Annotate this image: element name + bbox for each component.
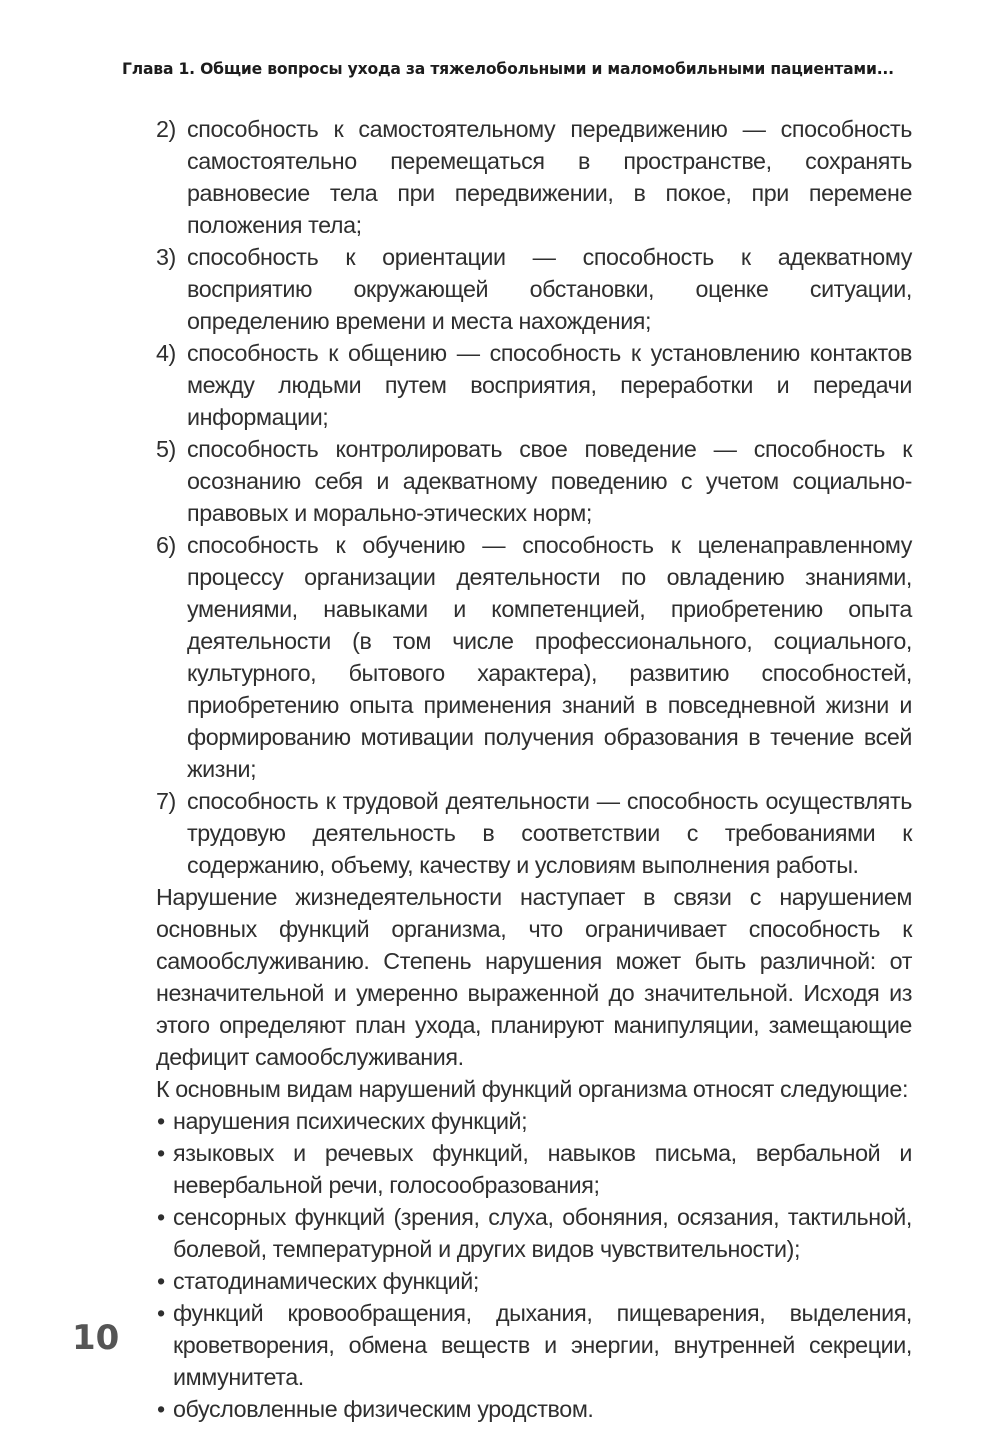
item-number: 4) xyxy=(156,340,176,366)
item-text: способность к общению — способность к установлению контактов между людьми путем восприятия, переработки и передачи информации; xyxy=(187,340,912,430)
bullet-item xyxy=(156,1265,912,1297)
item-number: 5) xyxy=(156,436,176,462)
bullet-item xyxy=(156,1393,912,1425)
list-item xyxy=(156,433,912,529)
bullet-text: сенсорных функций (зрения, слуха, обоняния, осязания, тактильной, болевой, температурной и других видов чувствительности); xyxy=(173,1204,912,1262)
bullet-text: языковых и речевых функций, навыков письма, вербальной и невербальной речи, голосообразования; xyxy=(173,1140,912,1198)
bullet-icon: • xyxy=(157,1108,165,1134)
bullet-item xyxy=(156,1201,912,1265)
bullet-item xyxy=(156,1137,912,1201)
body-paragraph-intro: К основным видам нарушений функций организма относят следующие: xyxy=(156,1076,909,1102)
bullet-icon: • xyxy=(157,1396,165,1422)
list-item xyxy=(156,529,912,785)
item-number: 3) xyxy=(156,244,176,270)
item-number: 7) xyxy=(156,788,176,814)
numbered-list xyxy=(156,113,912,881)
running-header: Глава 1. Общие вопросы ухода за тяжелобольными и маломобильными пациентами... xyxy=(122,60,894,78)
bullet-icon: • xyxy=(157,1268,165,1294)
bullet-text: функций кровообращения, дыхания, пищеварения, выделения, кроветворения, обмена веществ и энергии, внутренней секреции, иммунитета. xyxy=(173,1300,912,1390)
bullet-list xyxy=(156,1105,912,1425)
bullet-icon: • xyxy=(157,1204,165,1230)
bullet-icon: • xyxy=(157,1300,165,1326)
item-text: способность к трудовой деятельности — способность осуществлять трудовую деятельность в соответствии с требованиями к содержанию, объему, качеству и условиям выполнения работы. xyxy=(187,788,912,878)
item-number: 6) xyxy=(156,532,176,558)
item-text: способность к самостоятельному передвижению — способность самостоятельно перемещаться в пространстве, сохранять равновесие тела при передвижении, в покое, при перемене положения тела; xyxy=(187,116,912,238)
page-number: 10 xyxy=(72,1318,120,1358)
list-item xyxy=(156,241,912,337)
item-text: способность контролировать свое поведение — способность к осознанию себя и адекватному поведению с учетом социально-правовых и морально-этических норм; xyxy=(187,436,912,526)
page-body xyxy=(156,113,912,1425)
item-text: способность к обучению — способность к целенаправленному процессу организации деятельности по овладению знаниями, умениями, навыками и компетенцией, приобретению опыта деятельности (в том числе профессионального, социального, культурного, бытового характера), развитию способностей, приобретению опыта применения знаний в повседневной жизни и формированию мотивации получения образования в течение всей жизни; xyxy=(187,532,912,782)
body-paragraph: Нарушение жизнедеятельности наступает в связи с нарушением основных функций организма, что ограничивает способность к самообслуживанию. Степень нарушения может быть различной: от незначительной и умеренно выраженной до значительной. Исходя из этого определяют план ухода, планируют манипуляции, замещающие дефицит самообслуживания. xyxy=(156,884,912,1070)
bullet-item xyxy=(156,1297,912,1393)
bullet-item xyxy=(156,1105,912,1137)
bullet-icon: • xyxy=(157,1140,165,1166)
item-number: 2) xyxy=(156,116,176,142)
bullet-text: статодинамических функций; xyxy=(173,1268,479,1294)
bullet-text: обусловленные физическим уродством. xyxy=(173,1396,594,1422)
list-item xyxy=(156,785,912,881)
bullet-text: нарушения психических функций; xyxy=(173,1108,528,1134)
item-text: способность к ориентации — способность к адекватному восприятию окружающей обстановки, оценке ситуации, определению времени и места нахождения; xyxy=(187,244,912,334)
list-item xyxy=(156,337,912,433)
list-item xyxy=(156,113,912,241)
